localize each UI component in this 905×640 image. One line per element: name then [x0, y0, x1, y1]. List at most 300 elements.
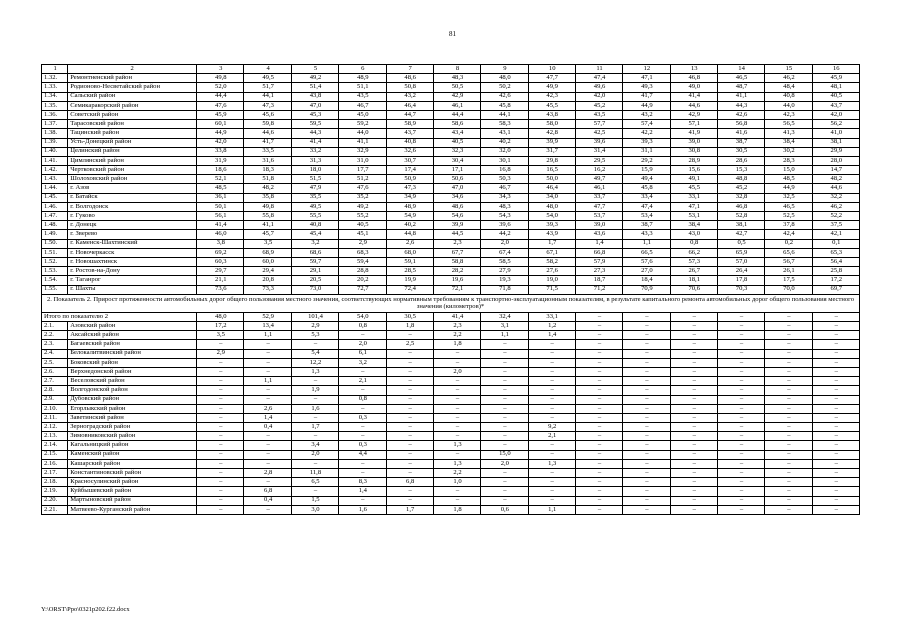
- table-cell: 2,0: [481, 459, 528, 468]
- table-cell: 38,1: [717, 221, 764, 230]
- table-cell: –: [197, 377, 244, 386]
- row-label: Чертковский район: [68, 166, 197, 175]
- table-cell: 33,8: [197, 147, 244, 156]
- table-cell: 49,4: [623, 175, 670, 184]
- table-cell: 68,9: [244, 248, 291, 257]
- table-cell: 58,0: [528, 120, 575, 129]
- table-cell: 33,1: [670, 193, 717, 202]
- table-cell: 45,0: [339, 110, 386, 119]
- table-cell: 31,9: [197, 156, 244, 165]
- table-cell: 17,4: [386, 166, 433, 175]
- table-cell: –: [623, 386, 670, 395]
- table-cell: –: [197, 441, 244, 450]
- table-cell: 58,5: [481, 257, 528, 266]
- table-cell: 56,5: [765, 120, 812, 129]
- table-cell: 54,9: [386, 212, 433, 221]
- table-cell: 43,1: [481, 129, 528, 138]
- table-cell: 40,5: [812, 92, 859, 101]
- table-cell: 41,7: [244, 138, 291, 147]
- total-label: Итого по показателю 2: [42, 312, 197, 321]
- table-cell: 18,4: [623, 276, 670, 285]
- row-label: Куйбышевский район: [68, 487, 197, 496]
- table-cell: –: [765, 496, 812, 505]
- table-cell: –: [812, 331, 859, 340]
- table-cell: –: [197, 505, 244, 514]
- table-cell: 45,3: [291, 110, 338, 119]
- table-cell: 2,9: [291, 322, 338, 331]
- table-cell: 12,2: [291, 358, 338, 367]
- table-cell: 47,0: [291, 101, 338, 110]
- table-cell: 43,0: [670, 230, 717, 239]
- table-cell: 52,0: [197, 83, 244, 92]
- table-cell: 55,5: [291, 212, 338, 221]
- table-cell: 3,2: [339, 358, 386, 367]
- table-cell: –: [197, 413, 244, 422]
- row-label: Мартыновский район: [68, 496, 197, 505]
- table-cell: –: [575, 487, 622, 496]
- table-cell: 70,0: [765, 285, 812, 294]
- row-label: г. Новочеркасск: [68, 248, 197, 257]
- table-row: [42, 166, 860, 175]
- table-cell: 44,0: [339, 129, 386, 138]
- table-cell: –: [481, 395, 528, 404]
- row-label: 1.54.: [42, 276, 68, 285]
- table-cell: –: [623, 377, 670, 386]
- table-cell: –: [433, 423, 480, 432]
- table-cell: 18,1: [670, 276, 717, 285]
- table-cell: –: [291, 459, 338, 468]
- table-cell: 26,1: [765, 267, 812, 276]
- table-cell: –: [717, 469, 764, 478]
- table-cell: –: [623, 395, 670, 404]
- table-cell: –: [386, 358, 433, 367]
- table-cell: 72,1: [433, 285, 480, 294]
- table-cell: 1,9: [291, 386, 338, 395]
- table-cell: 34,9: [386, 193, 433, 202]
- table-cell: –: [481, 340, 528, 349]
- table-cell: 56,4: [812, 257, 859, 266]
- table-cell: 44,6: [244, 129, 291, 138]
- table-cell: 47,6: [197, 101, 244, 110]
- table-cell: –: [197, 450, 244, 459]
- table-cell: 44,9: [623, 101, 670, 110]
- row-label: 1.36.: [42, 110, 68, 119]
- table-row: [42, 92, 860, 101]
- row-label: Азовский район: [68, 322, 197, 331]
- table-cell: –: [670, 386, 717, 395]
- table-cell: –: [481, 358, 528, 367]
- table-cell: 32,8: [717, 193, 764, 202]
- table-cell: –: [575, 349, 622, 358]
- table-cell: 0,4: [244, 423, 291, 432]
- table-cell: 48,1: [812, 83, 859, 92]
- table-cell: –: [765, 478, 812, 487]
- table-cell: 16,2: [575, 166, 622, 175]
- table-cell: 39,3: [528, 221, 575, 230]
- table-cell: –: [575, 395, 622, 404]
- table-cell: –: [765, 423, 812, 432]
- table-cell: 2,0: [339, 340, 386, 349]
- table-cell: 68,3: [339, 248, 386, 257]
- table-cell: 1,3: [433, 459, 480, 468]
- table-cell: –: [575, 505, 622, 514]
- table-cell: –: [575, 450, 622, 459]
- table-cell: –: [623, 487, 670, 496]
- row-label: Сальский район: [68, 92, 197, 101]
- table-cell: 15: [765, 65, 812, 74]
- table-cell: 40,2: [386, 221, 433, 230]
- table-cell: –: [339, 367, 386, 376]
- table-cell: 49,1: [670, 175, 717, 184]
- table-row: [42, 129, 860, 138]
- table-cell: 41,4: [433, 312, 480, 321]
- table-cell: 1,1: [528, 505, 575, 514]
- table-cell: –: [623, 432, 670, 441]
- table-cell: –: [575, 432, 622, 441]
- table-cell: 56,8: [717, 120, 764, 129]
- table-cell: 35,2: [339, 193, 386, 202]
- table-cell: 29,8: [528, 156, 575, 165]
- table-cell: 18,0: [291, 166, 338, 175]
- table-cell: –: [670, 487, 717, 496]
- table-cell: –: [670, 423, 717, 432]
- table-cell: 1,0: [433, 478, 480, 487]
- table-cell: –: [481, 423, 528, 432]
- table-cell: –: [812, 450, 859, 459]
- table-cell: –: [433, 413, 480, 422]
- table-cell: 30,2: [765, 147, 812, 156]
- table-cell: 58,8: [433, 257, 480, 266]
- table-cell: 69,7: [812, 285, 859, 294]
- table-row: [42, 450, 860, 459]
- table-cell: 32,9: [339, 147, 386, 156]
- table-cell: –: [481, 349, 528, 358]
- table-cell: –: [717, 441, 764, 450]
- table-cell: 41,4: [291, 138, 338, 147]
- table-row: [42, 487, 860, 496]
- table-cell: 26,4: [717, 267, 764, 276]
- table-cell: 49,3: [623, 83, 670, 92]
- table-cell: –: [386, 450, 433, 459]
- table-cell: 46,2: [765, 74, 812, 83]
- table-cell: 2,6: [244, 404, 291, 413]
- table-cell: 44,4: [433, 110, 480, 119]
- table-cell: –: [670, 478, 717, 487]
- row-label: 2.11.: [42, 413, 68, 422]
- header-row: [42, 65, 860, 74]
- table-cell: 0,6: [481, 505, 528, 514]
- table-cell: 43,2: [623, 110, 670, 119]
- table-cell: –: [575, 404, 622, 413]
- table-cell: 47,4: [575, 74, 622, 83]
- table-cell: 38,1: [812, 138, 859, 147]
- table-cell: 49,5: [244, 74, 291, 83]
- table-cell: 48,9: [339, 74, 386, 83]
- table-cell: 56,1: [197, 212, 244, 221]
- table-cell: 1,5: [291, 496, 338, 505]
- table-cell: 49,7: [575, 175, 622, 184]
- table-cell: 42,3: [528, 92, 575, 101]
- table-cell: –: [528, 340, 575, 349]
- row-label: 2.9.: [42, 395, 68, 404]
- table-cell: 45,8: [623, 184, 670, 193]
- table-cell: 44,2: [481, 230, 528, 239]
- table-cell: –: [812, 386, 859, 395]
- table-cell: –: [717, 432, 764, 441]
- row-label: 1.55.: [42, 285, 68, 294]
- table-cell: –: [386, 331, 433, 340]
- table-cell: 54,6: [433, 212, 480, 221]
- table-cell: 39,6: [481, 221, 528, 230]
- table-cell: 41,1: [339, 138, 386, 147]
- table-cell: 2,0: [291, 450, 338, 459]
- table-cell: –: [575, 340, 622, 349]
- table-cell: –: [623, 340, 670, 349]
- row-label: Аксайский район: [68, 331, 197, 340]
- table-cell: –: [670, 395, 717, 404]
- table-cell: –: [717, 423, 764, 432]
- table-cell: –: [197, 496, 244, 505]
- table-cell: 4: [244, 65, 291, 74]
- table-cell: –: [670, 322, 717, 331]
- row-label: 1.51.: [42, 248, 68, 257]
- table-cell: 27,9: [481, 267, 528, 276]
- table-cell: 47,3: [386, 184, 433, 193]
- table-cell: 48,5: [765, 175, 812, 184]
- table-cell: 41,6: [717, 129, 764, 138]
- table-cell: –: [244, 395, 291, 404]
- table-cell: 40,8: [386, 138, 433, 147]
- table-cell: 58,2: [528, 257, 575, 266]
- table-cell: 2,9: [197, 349, 244, 358]
- table-cell: –: [623, 358, 670, 367]
- table-cell: 70,3: [717, 285, 764, 294]
- table-cell: 47,6: [339, 184, 386, 193]
- table-cell: –: [575, 386, 622, 395]
- table-cell: –: [765, 459, 812, 468]
- table-cell: 52,1: [197, 175, 244, 184]
- table-cell: –: [481, 367, 528, 376]
- table-cell: 73,0: [291, 285, 338, 294]
- table-cell: 32,0: [481, 147, 528, 156]
- table-cell: 43,8: [291, 92, 338, 101]
- table-cell: –: [765, 441, 812, 450]
- table-cell: 52,9: [244, 312, 291, 321]
- table-cell: 28,3: [765, 156, 812, 165]
- table-cell: –: [197, 432, 244, 441]
- table-cell: –: [528, 404, 575, 413]
- table-cell: 34,0: [528, 193, 575, 202]
- table-cell: 46,0: [197, 230, 244, 239]
- table-cell: –: [812, 423, 859, 432]
- table-cell: 11,8: [291, 469, 338, 478]
- table-cell: 46,4: [528, 184, 575, 193]
- table-cell: 53,4: [623, 212, 670, 221]
- table-cell: 71,2: [575, 285, 622, 294]
- row-label: Красносулинский район: [68, 478, 197, 487]
- table-cell: 25,8: [812, 267, 859, 276]
- table-cell: –: [575, 441, 622, 450]
- row-label: 1.33.: [42, 83, 68, 92]
- table-cell: 11: [575, 65, 622, 74]
- table-cell: –: [386, 496, 433, 505]
- table-cell: –: [575, 367, 622, 376]
- file-path-footer: Y:\ORST\Ppo\0321p202.f22.docx: [41, 606, 130, 613]
- row-label: 2.4.: [42, 349, 68, 358]
- table-cell: –: [717, 358, 764, 367]
- table-cell: 20,2: [339, 276, 386, 285]
- table-cell: –: [575, 423, 622, 432]
- table-cell: 15,0: [765, 166, 812, 175]
- table-cell: 42,8: [528, 129, 575, 138]
- table-cell: 5: [291, 65, 338, 74]
- table-cell: –: [623, 331, 670, 340]
- table-cell: 45,5: [528, 101, 575, 110]
- row-label: г. Волгодонск: [68, 202, 197, 211]
- table-cell: 45,6: [244, 110, 291, 119]
- table-cell: 39,9: [528, 138, 575, 147]
- table-row: [42, 285, 860, 294]
- table-cell: –: [670, 432, 717, 441]
- table-cell: –: [717, 367, 764, 376]
- table-cell: –: [623, 312, 670, 321]
- table-cell: 42,1: [812, 230, 859, 239]
- table-cell: –: [386, 404, 433, 413]
- table-cell: 0,8: [670, 239, 717, 248]
- table-cell: –: [386, 367, 433, 376]
- table-cell: –: [433, 358, 480, 367]
- table-cell: 59,7: [291, 257, 338, 266]
- row-label: 2.12.: [42, 423, 68, 432]
- table-row: [42, 496, 860, 505]
- table-cell: –: [197, 469, 244, 478]
- table-cell: –: [717, 395, 764, 404]
- table-cell: –: [197, 423, 244, 432]
- table-cell: 31,1: [623, 147, 670, 156]
- table-cell: 60,1: [197, 120, 244, 129]
- table-cell: 51,7: [244, 83, 291, 92]
- table-row: [42, 386, 860, 395]
- table-cell: –: [528, 478, 575, 487]
- table-row: [42, 395, 860, 404]
- table-cell: 2,3: [433, 239, 480, 248]
- table-cell: 33,5: [244, 147, 291, 156]
- table-cell: 72,7: [339, 285, 386, 294]
- table-cell: 51,2: [339, 175, 386, 184]
- row-label: 1.40.: [42, 147, 68, 156]
- table-cell: 2,3: [433, 322, 480, 331]
- table-row: [42, 413, 860, 422]
- table-cell: 46,2: [812, 202, 859, 211]
- table-cell: 49,6: [575, 83, 622, 92]
- table-cell: 42,9: [670, 110, 717, 119]
- table-cell: 29,2: [623, 156, 670, 165]
- table-cell: –: [717, 349, 764, 358]
- table-cell: 51,5: [291, 175, 338, 184]
- table-cell: 1,1: [481, 331, 528, 340]
- table-cell: –: [197, 367, 244, 376]
- table-cell: –: [433, 496, 480, 505]
- table-cell: 2,9: [339, 239, 386, 248]
- table-cell: 17,8: [717, 276, 764, 285]
- table-cell: 28,6: [717, 156, 764, 165]
- row-label: 1.49.: [42, 230, 68, 239]
- row-label: 2.18.: [42, 478, 68, 487]
- table-cell: 30,5: [386, 312, 433, 321]
- table-cell: –: [717, 505, 764, 514]
- table-cell: 57,7: [575, 120, 622, 129]
- row-label: Константиновский район: [68, 469, 197, 478]
- table-cell: 31,0: [339, 156, 386, 165]
- table-cell: 1,8: [433, 340, 480, 349]
- table-cell: –: [528, 413, 575, 422]
- table-cell: –: [765, 395, 812, 404]
- row-label: 2.20.: [42, 496, 68, 505]
- table-cell: –: [575, 413, 622, 422]
- table-cell: 41,1: [717, 92, 764, 101]
- table-row: [42, 331, 860, 340]
- row-label: 1.52.: [42, 257, 68, 266]
- table-cell: 39,0: [670, 138, 717, 147]
- table-cell: –: [670, 340, 717, 349]
- table-cell: –: [339, 432, 386, 441]
- table-cell: 57,1: [670, 120, 717, 129]
- row-label: 1.42.: [42, 166, 68, 175]
- row-label: 1.48.: [42, 221, 68, 230]
- table-row: [42, 469, 860, 478]
- table-cell: 52,5: [765, 212, 812, 221]
- table-cell: 46,1: [433, 101, 480, 110]
- table-cell: 44,1: [244, 92, 291, 101]
- table-cell: 18,6: [197, 166, 244, 175]
- table-cell: 28,0: [812, 156, 859, 165]
- table-cell: –: [765, 386, 812, 395]
- table-row: [42, 193, 860, 202]
- row-label: г. Шахты: [68, 285, 197, 294]
- table-cell: –: [812, 459, 859, 468]
- table-cell: 45,9: [812, 74, 859, 83]
- table-cell: 67,1: [528, 248, 575, 257]
- table-cell: 47,0: [433, 184, 480, 193]
- table-cell: 66,8: [575, 248, 622, 257]
- table-cell: –: [623, 505, 670, 514]
- table-cell: 45,8: [481, 101, 528, 110]
- table-cell: 42,4: [765, 230, 812, 239]
- table-cell: 37,8: [765, 221, 812, 230]
- page-number: 81: [449, 30, 456, 38]
- table-cell: 42,7: [717, 230, 764, 239]
- table-cell: 65,3: [812, 248, 859, 257]
- table-cell: 0,8: [339, 322, 386, 331]
- table-cell: 16: [812, 65, 859, 74]
- table-cell: 36,1: [197, 193, 244, 202]
- table-cell: 54,0: [339, 312, 386, 321]
- row-label: Заветинский район: [68, 413, 197, 422]
- table-cell: 58,9: [386, 120, 433, 129]
- table-cell: 1: [42, 65, 68, 74]
- table-cell: 46,8: [717, 202, 764, 211]
- table-cell: 44,3: [291, 129, 338, 138]
- table-row: [42, 101, 860, 110]
- table-cell: –: [670, 404, 717, 413]
- table-cell: –: [623, 404, 670, 413]
- table-cell: 40,8: [765, 92, 812, 101]
- table-cell: 43,2: [386, 92, 433, 101]
- table-cell: –: [386, 487, 433, 496]
- row-label: Цимлянский район: [68, 156, 197, 165]
- table-cell: 26,7: [670, 267, 717, 276]
- table-cell: 28,8: [339, 267, 386, 276]
